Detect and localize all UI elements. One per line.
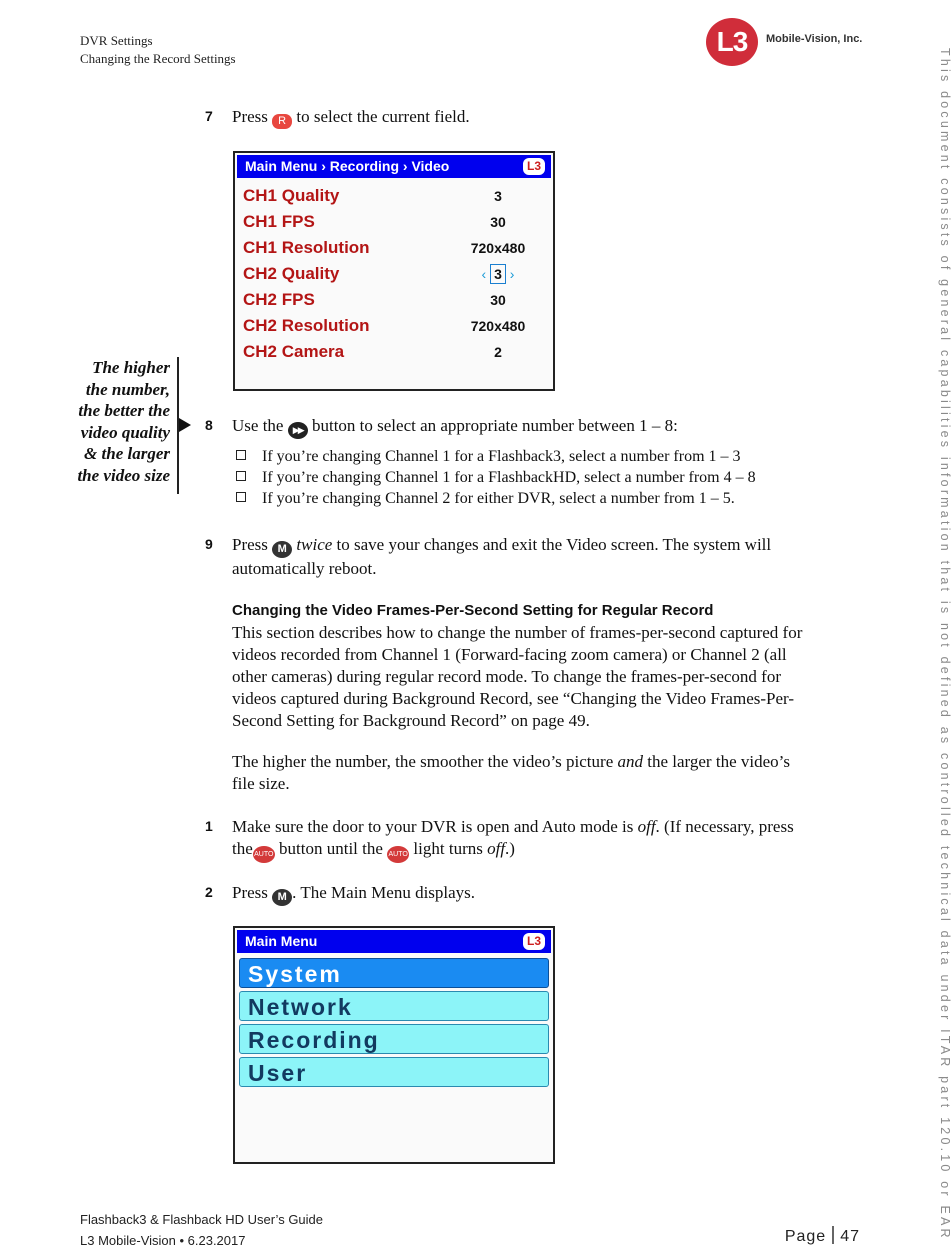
paragraph-emphasis: and (617, 752, 643, 771)
running-header (80, 32, 236, 68)
setting-value: 720x480 (470, 318, 526, 334)
checkbox-icon (236, 471, 246, 481)
step-7-pre: Press (232, 107, 268, 126)
paragraph-line: videos recorded from Channel 1 (Forward-facing zoom camera) or Channel 2 (all (232, 645, 787, 664)
step-8-number: 8 (205, 417, 213, 433)
callout-line: video quality (80, 422, 170, 442)
setting-row (243, 235, 543, 261)
step-1-l2-mid2: light turns (413, 839, 483, 858)
setting-label: CH1 Quality (243, 186, 340, 205)
callout-arrow-icon (179, 418, 191, 432)
menu-button-icon: M (272, 541, 292, 558)
bullet-item (236, 490, 735, 508)
section-paragraph-1 (232, 622, 862, 732)
screen-title-bar (237, 930, 551, 953)
menu-item-recording: Recording (239, 1024, 549, 1054)
setting-label: CH1 FPS (243, 212, 315, 231)
step-2-post: . The Main Menu displays. (292, 883, 476, 902)
selected-value: 3 (490, 264, 506, 284)
logo-text: Mobile-Vision, Inc. (766, 33, 863, 45)
callout-line: The higher (92, 358, 170, 377)
step-7-number: 7 (205, 108, 213, 124)
setting-value: 30 (490, 214, 506, 230)
paragraph-line: This section describes how to change the number of frames-per-second captured for (232, 623, 803, 642)
step-1-emphasis-2: off (487, 839, 506, 858)
checkbox-icon (236, 450, 246, 460)
screen-title: Main Menu (245, 933, 318, 949)
setting-label: CH2 Quality (243, 264, 340, 283)
page-divider (832, 1226, 834, 1244)
step-1-text (232, 816, 862, 863)
setting-label: CH2 FPS (243, 290, 315, 309)
step-1-l2-mid: button until the (279, 839, 383, 858)
callout-line: the better the (78, 401, 170, 420)
fast-forward-button-icon: ▶▶ (288, 422, 308, 439)
setting-row-selected (243, 261, 543, 287)
bullet-text: If you’re changing Channel 1 for a Flashback3, select a number from 1 – 3 (262, 448, 741, 465)
callout-line: the video size (77, 465, 170, 485)
step-8-pre: Use the (232, 416, 284, 435)
setting-value-editor (453, 261, 543, 287)
auto-light-icon: AUTO (387, 846, 409, 863)
company-logo (706, 18, 876, 70)
step-1-number: 1 (205, 818, 213, 834)
l3-badge-icon: L3 (523, 933, 545, 950)
page-number (785, 1226, 860, 1246)
step-9-line2: automatically reboot. (232, 559, 377, 578)
setting-value: 2 (494, 344, 502, 360)
setting-value: 30 (490, 292, 506, 308)
header-section: Changing the Record Settings (80, 51, 236, 66)
page-number-value: 47 (840, 1228, 860, 1245)
paragraph-text: The higher the number, the smoother the video’s picture (232, 752, 614, 771)
header-chapter: DVR Settings (80, 33, 153, 48)
step-8-post: button to select an appropriate number between 1 – 8: (311, 416, 678, 435)
step-8-text (232, 415, 862, 439)
step-9-post: to save your changes and exit the Video screen. The system will (336, 535, 772, 554)
step-1-l2-end: .) (505, 839, 515, 858)
footer-title: Flashback3 & Flashback HD User’s Guide (80, 1212, 324, 1227)
step-1-emphasis: off (637, 817, 656, 836)
setting-row (243, 287, 543, 313)
page-footer (80, 1209, 323, 1251)
menu-item-network: Network (239, 991, 549, 1021)
callout-line: the number, (85, 379, 170, 399)
l3-badge-icon: L3 (523, 158, 545, 175)
step-9-pre: Press (232, 535, 268, 554)
paragraph-line: Second Setting for Background Record” on page 49. (232, 711, 590, 730)
bullet-text: If you’re changing Channel 2 for either DVR, select a number from 1 – 5. (262, 490, 735, 507)
menu-item-system: System (239, 958, 549, 988)
paragraph-text: the larger the video’s (647, 752, 790, 771)
step-9-emphasis: twice (296, 535, 333, 554)
main-menu-screenshot (233, 926, 555, 1164)
step-2-number: 2 (205, 884, 213, 900)
footer-publisher: L3 Mobile-Vision • 6.23.2017 (80, 1233, 246, 1248)
setting-row (243, 209, 543, 235)
step-7-text (232, 106, 862, 129)
setting-label: CH2 Resolution (243, 316, 370, 335)
increase-arrow-icon: › (509, 266, 515, 282)
paragraph-line: videos captured during Background Record, see “Changing the Video Frames-Per- (232, 689, 795, 708)
callout-line: & the larger (84, 444, 170, 463)
checkbox-icon (236, 492, 246, 502)
screen-title-bar (237, 155, 551, 178)
logo-mark: L3 (706, 18, 758, 66)
step-2-text (232, 882, 862, 906)
itar-notice-text: This document consists of general capabilities information that is not defined as controlled technical data under ITAR part 120.10 or EAR (938, 48, 952, 1241)
setting-value: 720x480 (470, 240, 526, 256)
step-1-mid: . (If necessary, press (655, 817, 794, 836)
decrease-arrow-icon: ‹ (481, 266, 487, 282)
setting-row (243, 339, 543, 365)
menu-button-icon: M (272, 889, 292, 906)
step-2-pre: Press (232, 883, 268, 902)
step-9-text (232, 534, 862, 580)
setting-row (243, 183, 543, 209)
auto-button-icon: AUTO (253, 846, 275, 863)
setting-row (243, 313, 543, 339)
setting-label: CH1 Resolution (243, 238, 370, 257)
bullet-text: If you’re changing Channel 1 for a FlashbackHD, select a number from 4 – 8 (262, 469, 756, 486)
itar-notice (930, 48, 952, 1241)
video-settings-screenshot (233, 151, 555, 391)
record-button-icon: R (272, 114, 292, 129)
step-7-post: to select the current field. (296, 107, 470, 126)
bullet-item (236, 469, 756, 487)
page-label: Page (784, 1228, 827, 1245)
menu-item-user: User (239, 1057, 549, 1087)
paragraph-line: other cameras) during regular record mode. To change the frames-per-second for (232, 667, 781, 686)
setting-value: 3 (494, 188, 502, 204)
setting-label: CH2 Camera (243, 342, 345, 361)
section-paragraph-2 (232, 751, 862, 795)
screen-breadcrumb: Main Menu › Recording › Video (245, 158, 450, 174)
paragraph-line: file size. (232, 774, 290, 793)
margin-callout (60, 357, 170, 486)
step-1-l2-pre: the (232, 839, 253, 858)
step-1-pre: Make sure the door to your DVR is open and Auto mode is (232, 817, 634, 836)
bullet-item (236, 448, 741, 466)
step-9-number: 9 (205, 536, 213, 552)
section-heading: Changing the Video Frames-Per-Second Setting for Regular Record (232, 602, 714, 619)
